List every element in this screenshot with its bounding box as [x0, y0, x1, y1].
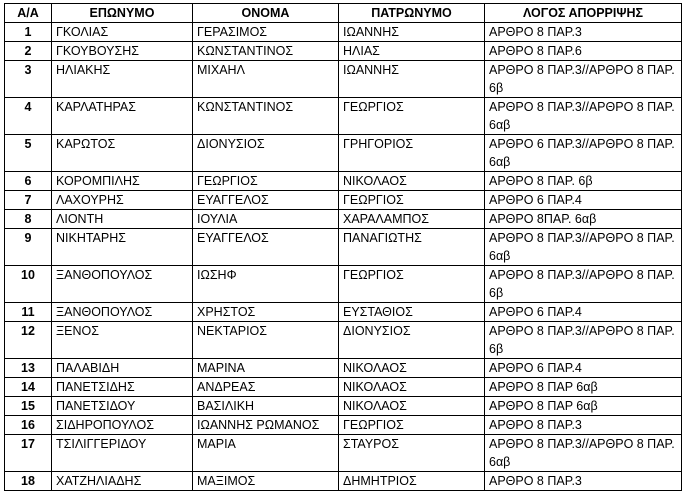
cell-surname: ΠΑΝΕΤΣΙΔΗΣ [52, 378, 193, 397]
cell-name: ΔΙΟΝΥΣΙΟΣ [193, 135, 339, 172]
cell-surname: ΞΕΝΟΣ [52, 322, 193, 359]
table-row [5, 359, 682, 378]
cell-surname: ΓΚΟΥΒΟΥΣΗΣ [52, 42, 193, 61]
header-father-name: ΠΑΤΡΩΝΥΜΟ [339, 4, 485, 23]
cell-name: ΒΑΣΙΛΙΚΗ [193, 397, 339, 416]
cell-name: ΙΩΣΗΦ [193, 266, 339, 303]
cell-name: ΓΕΡΑΣΙΜΟΣ [193, 23, 339, 42]
cell-surname: ΣΙΔΗΡΟΠΟΥΛΟΣ [52, 416, 193, 435]
table-row [5, 303, 682, 322]
cell-aa: 8 [5, 210, 52, 229]
cell-surname: ΗΛΙΑΚΗΣ [52, 61, 193, 98]
cell-rejection-reason: ΑΡΘΡΟ 8 ΠΑΡ 6αβ [485, 378, 682, 397]
cell-aa: 13 [5, 359, 52, 378]
cell-surname: ΛΙΟΝΤΗ [52, 210, 193, 229]
cell-name: ΜΑΞΙΜΟΣ [193, 472, 339, 491]
cell-rejection-reason: ΑΡΘΡΟ 8 ΠΑΡ.3 [485, 472, 682, 491]
table-row [5, 322, 682, 359]
header-row [5, 4, 682, 23]
cell-rejection-reason: ΑΡΘΡΟ 8 ΠΑΡ.3 [485, 416, 682, 435]
header-rejection-reason: ΛΟΓΟΣ ΑΠΟΡΡΙΨΗΣ [485, 4, 682, 23]
cell-father-name: ΔΙΟΝΥΣΙΟΣ [339, 322, 485, 359]
cell-rejection-reason: ΑΡΘΡΟ 8 ΠΑΡ. 6β [485, 172, 682, 191]
cell-name: ΙΟΥΛΙΑ [193, 210, 339, 229]
cell-surname: ΞΑΝΘΟΠΟΥΛΟΣ [52, 303, 193, 322]
cell-surname: ΞΑΝΘΟΠΟΥΛΟΣ [52, 266, 193, 303]
cell-father-name: ΙΩΑΝΝΗΣ [339, 61, 485, 98]
table-row [5, 397, 682, 416]
cell-aa: 4 [5, 98, 52, 135]
cell-name: ΕΥΑΓΓΕΛΟΣ [193, 229, 339, 266]
table-row [5, 266, 682, 303]
table-row [5, 416, 682, 435]
cell-rejection-reason: ΑΡΘΡΟ 6 ΠΑΡ.4 [485, 359, 682, 378]
cell-aa: 18 [5, 472, 52, 491]
cell-rejection-reason: ΑΡΘΡΟ 8 ΠΑΡ.3//ΑΡΘΡΟ 8 ΠΑΡ. 6β [485, 322, 682, 359]
cell-father-name: ΓΕΩΡΓΙΟΣ [339, 416, 485, 435]
cell-aa: 10 [5, 266, 52, 303]
cell-name: ΑΝΔΡΕΑΣ [193, 378, 339, 397]
cell-rejection-reason: ΑΡΘΡΟ 8ΠΑΡ. 6αβ [485, 210, 682, 229]
cell-aa: 12 [5, 322, 52, 359]
cell-father-name: ΝΙΚΟΛΑΟΣ [339, 378, 485, 397]
cell-aa: 5 [5, 135, 52, 172]
cell-aa: 3 [5, 61, 52, 98]
cell-aa: 15 [5, 397, 52, 416]
table-row [5, 135, 682, 172]
cell-rejection-reason: ΑΡΘΡΟ 6 ΠΑΡ.4 [485, 191, 682, 210]
cell-aa: 2 [5, 42, 52, 61]
cell-father-name: ΠΑΝΑΓΙΩΤΗΣ [339, 229, 485, 266]
cell-surname: ΤΣΙΛΙΓΓΕΡΙΔΟΥ [52, 435, 193, 472]
cell-rejection-reason: ΑΡΘΡΟ 6 ΠΑΡ.4 [485, 303, 682, 322]
cell-name: ΓΕΩΡΓΙΟΣ [193, 172, 339, 191]
table-row [5, 378, 682, 397]
cell-name: ΝΕΚΤΑΡΙΟΣ [193, 322, 339, 359]
cell-name: ΕΥΑΓΓΕΛΟΣ [193, 191, 339, 210]
cell-father-name: ΝΙΚΟΛΑΟΣ [339, 172, 485, 191]
table-row [5, 210, 682, 229]
cell-rejection-reason: ΑΡΘΡΟ 8 ΠΑΡ.3//ΑΡΘΡΟ 8 ΠΑΡ. 6αβ [485, 98, 682, 135]
cell-rejection-reason: ΑΡΘΡΟ 8 ΠΑΡ.3 [485, 23, 682, 42]
cell-name: ΧΡΗΣΤΟΣ [193, 303, 339, 322]
cell-father-name: ΝΙΚΟΛΑΟΣ [339, 359, 485, 378]
table-row [5, 42, 682, 61]
cell-aa: 6 [5, 172, 52, 191]
cell-rejection-reason: ΑΡΘΡΟ 8 ΠΑΡ.3//ΑΡΘΡΟ 8 ΠΑΡ. 6β [485, 266, 682, 303]
table-row [5, 98, 682, 135]
cell-name: ΙΩΑΝΝΗΣ ΡΩΜΑΝΟΣ [193, 416, 339, 435]
cell-aa: 17 [5, 435, 52, 472]
cell-name: ΜΑΡΙΑ [193, 435, 339, 472]
cell-surname: ΓΚΟΛΙΑΣ [52, 23, 193, 42]
cell-rejection-reason: ΑΡΘΡΟ 8 ΠΑΡ.3//ΑΡΘΡΟ 8 ΠΑΡ. 6αβ [485, 229, 682, 266]
cell-father-name: ΓΡΗΓΟΡΙΟΣ [339, 135, 485, 172]
cell-father-name: ΗΛΙΑΣ [339, 42, 485, 61]
cell-father-name: ΓΕΩΡΓΙΟΣ [339, 191, 485, 210]
cell-name: ΜΑΡΙΝΑ [193, 359, 339, 378]
cell-rejection-reason: ΑΡΘΡΟ 6 ΠΑΡ.3//ΑΡΘΡΟ 8 ΠΑΡ. 6αβ [485, 135, 682, 172]
table-row [5, 172, 682, 191]
table-row [5, 472, 682, 491]
cell-father-name: ΝΙΚΟΛΑΟΣ [339, 397, 485, 416]
cell-name: ΜΙΧΑΗΛ [193, 61, 339, 98]
cell-father-name: ΕΥΣΤΑΘΙΟΣ [339, 303, 485, 322]
cell-aa: 1 [5, 23, 52, 42]
rejection-table [4, 3, 682, 491]
cell-rejection-reason: ΑΡΘΡΟ 8 ΠΑΡ.3//ΑΡΘΡΟ 8 ΠΑΡ. 6β [485, 61, 682, 98]
cell-rejection-reason: ΑΡΘΡΟ 8 ΠΑΡ.6 [485, 42, 682, 61]
table-row [5, 23, 682, 42]
cell-father-name: ΔΗΜΗΤΡΙΟΣ [339, 472, 485, 491]
cell-surname: ΧΑΤΖΗΛΙΑΔΗΣ [52, 472, 193, 491]
cell-surname: ΠΑΝΕΤΣΙΔΟΥ [52, 397, 193, 416]
cell-rejection-reason: ΑΡΘΡΟ 8 ΠΑΡ 6αβ [485, 397, 682, 416]
cell-father-name: ΧΑΡΑΛΑΜΠΟΣ [339, 210, 485, 229]
cell-surname: ΚΑΡΩΤΟΣ [52, 135, 193, 172]
header-name: ΟΝΟΜΑ [193, 4, 339, 23]
cell-father-name: ΓΕΩΡΓΙΟΣ [339, 98, 485, 135]
table-body [5, 23, 682, 491]
cell-name: ΚΩΝΣΤΑΝΤΙΝΟΣ [193, 98, 339, 135]
cell-surname: ΝΙΚΗΤΑΡΗΣ [52, 229, 193, 266]
header-surname: ΕΠΩΝΥΜΟ [52, 4, 193, 23]
cell-rejection-reason: ΑΡΘΡΟ 8 ΠΑΡ.3//ΑΡΘΡΟ 8 ΠΑΡ. 6αβ [485, 435, 682, 472]
cell-aa: 7 [5, 191, 52, 210]
cell-aa: 16 [5, 416, 52, 435]
cell-father-name: ΙΩΑΝΝΗΣ [339, 23, 485, 42]
table-row [5, 229, 682, 266]
cell-aa: 11 [5, 303, 52, 322]
cell-surname: ΚΑΡΛΑΤΗΡΑΣ [52, 98, 193, 135]
cell-aa: 14 [5, 378, 52, 397]
table-row [5, 435, 682, 472]
cell-aa: 9 [5, 229, 52, 266]
cell-father-name: ΓΕΩΡΓΙΟΣ [339, 266, 485, 303]
cell-surname: ΚΟΡΟΜΠΙΛΗΣ [52, 172, 193, 191]
table-header [5, 4, 682, 23]
cell-surname: ΛΑΧΟΥΡΗΣ [52, 191, 193, 210]
cell-father-name: ΣΤΑΥΡΟΣ [339, 435, 485, 472]
cell-surname: ΠΑΛΑΒΙΔΗ [52, 359, 193, 378]
cell-name: ΚΩΝΣΤΑΝΤΙΝΟΣ [193, 42, 339, 61]
table-row [5, 191, 682, 210]
table-row [5, 61, 682, 98]
header-aa: Α/Α [5, 4, 52, 23]
